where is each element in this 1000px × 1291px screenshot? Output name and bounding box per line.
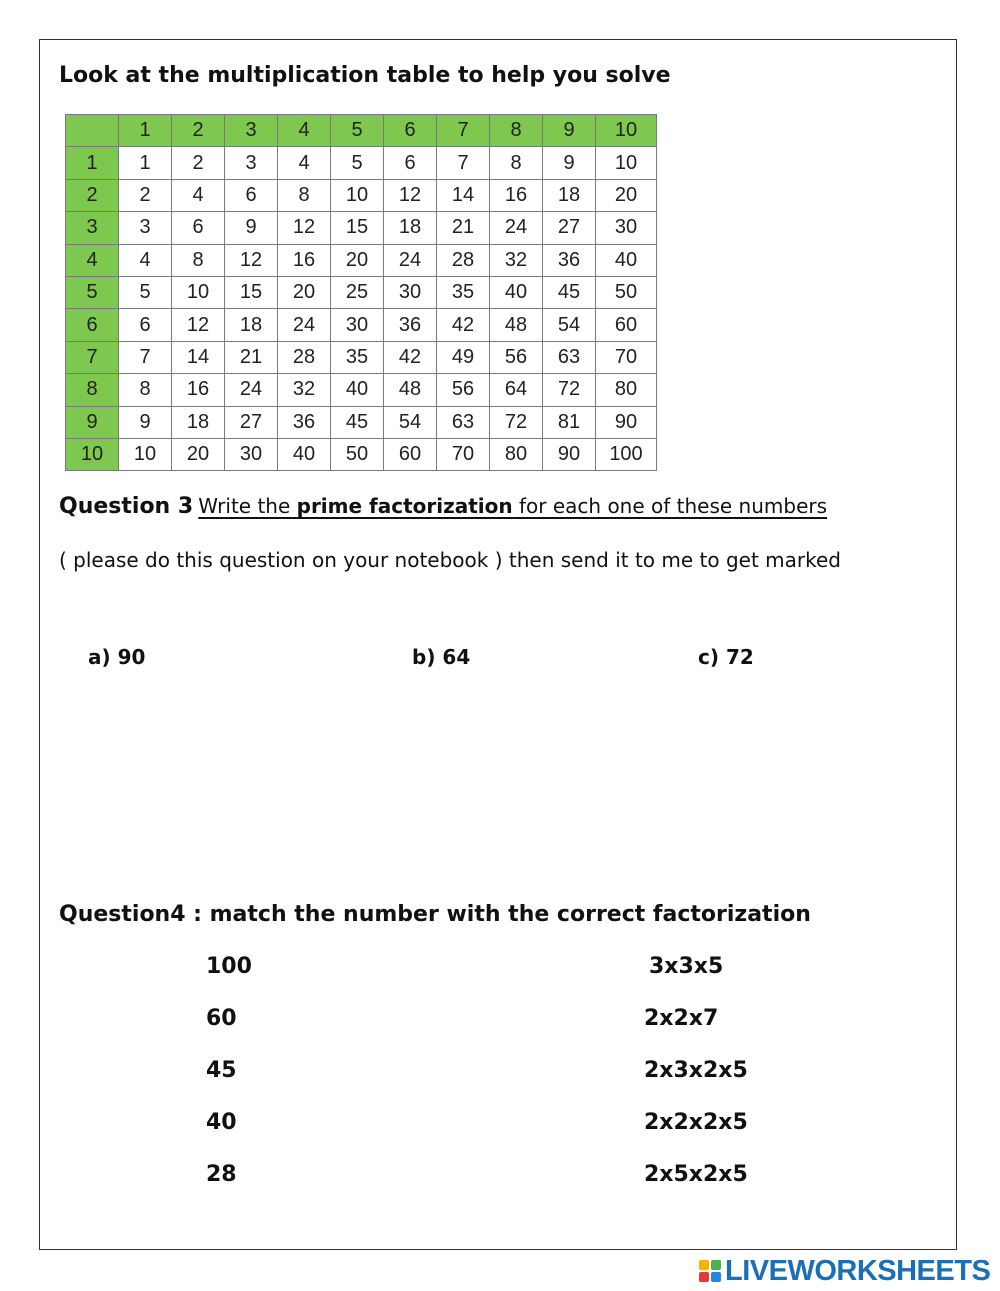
- table-cell: 36: [384, 309, 437, 341]
- table-cell: 56: [437, 374, 490, 406]
- table-cell: 8: [119, 374, 172, 406]
- logo-square-yellow: [699, 1260, 709, 1270]
- table-cell: 15: [225, 276, 278, 308]
- table-cell: 45: [543, 276, 596, 308]
- table-cell: 32: [490, 244, 543, 276]
- table-cell: 54: [384, 406, 437, 438]
- table-cell: 15: [331, 212, 384, 244]
- table-row-header: 2: [66, 179, 119, 211]
- match-number: 40: [206, 1110, 237, 1135]
- table-cell: 20: [596, 179, 657, 211]
- table-cell: 60: [384, 438, 437, 470]
- table-cell: 3: [119, 212, 172, 244]
- table-cell: 35: [331, 341, 384, 373]
- table-cell: 70: [596, 341, 657, 373]
- table-cell: 28: [437, 244, 490, 276]
- table-cell: 48: [490, 309, 543, 341]
- match-factorization: 2x2x2x5: [644, 1110, 748, 1135]
- table-cell: 5: [331, 147, 384, 179]
- match-number: 60: [206, 1006, 237, 1031]
- table-cell: 7: [119, 341, 172, 373]
- table-row-header: 5: [66, 276, 119, 308]
- liveworksheets-logo[interactable]: [699, 1254, 991, 1287]
- table-cell: 49: [437, 341, 490, 373]
- table-cell: 48: [384, 374, 437, 406]
- table-cell: 16: [278, 244, 331, 276]
- table-cell: 36: [278, 406, 331, 438]
- table-cell: 6: [225, 179, 278, 211]
- match-factorization: 2x3x2x5: [644, 1058, 748, 1083]
- table-cell: 18: [225, 309, 278, 341]
- table-corner-cell: [66, 115, 119, 147]
- question-4-title: Question4 : match the number with the correct factorization: [59, 902, 811, 927]
- table-cell: 6: [384, 147, 437, 179]
- table-row: [66, 309, 657, 341]
- table-row: [66, 374, 657, 406]
- table-cell: 12: [225, 244, 278, 276]
- part-c: c) 72: [698, 645, 754, 669]
- table-cell: 12: [172, 309, 225, 341]
- table-cell: 21: [225, 341, 278, 373]
- table-cell: 40: [278, 438, 331, 470]
- table-cell: 54: [543, 309, 596, 341]
- table-cell: 10: [172, 276, 225, 308]
- table-cell: 21: [437, 212, 490, 244]
- table-cell: 63: [543, 341, 596, 373]
- table-row-header: 10: [66, 438, 119, 470]
- table-cell: 3: [225, 147, 278, 179]
- table-cell: 30: [225, 438, 278, 470]
- table-cell: 80: [596, 374, 657, 406]
- table-cell: 16: [172, 374, 225, 406]
- table-cell: 60: [596, 309, 657, 341]
- table-cell: 63: [437, 406, 490, 438]
- table-cell: 35: [437, 276, 490, 308]
- table-cell: 40: [490, 276, 543, 308]
- table-cell: 10: [331, 179, 384, 211]
- table-cell: 42: [384, 341, 437, 373]
- table-cell: 14: [437, 179, 490, 211]
- table-cell: 14: [172, 341, 225, 373]
- table-cell: 8: [490, 147, 543, 179]
- logo-square-blue: [711, 1272, 721, 1282]
- table-cell: 40: [596, 244, 657, 276]
- table-cell: 9: [543, 147, 596, 179]
- worksheet-heading: Look at the multiplication table to help you solve: [59, 63, 671, 88]
- table-cell: 30: [331, 309, 384, 341]
- table-cell: 9: [225, 212, 278, 244]
- table-cell: 72: [490, 406, 543, 438]
- table-row: [66, 276, 657, 308]
- table-row: [66, 244, 657, 276]
- logo-squares-icon: [699, 1260, 721, 1282]
- table-cell: 10: [596, 147, 657, 179]
- table-cell: 2: [119, 179, 172, 211]
- table-cell: 8: [278, 179, 331, 211]
- table-cell: 30: [596, 212, 657, 244]
- match-number: 45: [206, 1058, 237, 1083]
- table-cell: 20: [278, 276, 331, 308]
- table-cell: 4: [278, 147, 331, 179]
- table-cell: 6: [172, 212, 225, 244]
- table-cell: 50: [331, 438, 384, 470]
- table-cell: 42: [437, 309, 490, 341]
- part-b: b) 64: [412, 645, 471, 669]
- table-row-header: 4: [66, 244, 119, 276]
- table-row: [66, 438, 657, 470]
- table-column-header: 5: [331, 115, 384, 147]
- table-cell: 8: [172, 244, 225, 276]
- table-column-header: 9: [543, 115, 596, 147]
- table-cell: 24: [225, 374, 278, 406]
- table-column-header: 4: [278, 115, 331, 147]
- table-cell: 20: [172, 438, 225, 470]
- table-column-header: 7: [437, 115, 490, 147]
- match-factorization: 2x5x2x5: [644, 1162, 748, 1187]
- table-cell: 4: [172, 179, 225, 211]
- match-factorization: 2x2x7: [644, 1006, 719, 1031]
- table-cell: 20: [331, 244, 384, 276]
- table-cell: 25: [331, 276, 384, 308]
- table-cell: 9: [119, 406, 172, 438]
- match-number: 100: [206, 954, 252, 979]
- table-cell: 90: [596, 406, 657, 438]
- table-row-header: 3: [66, 212, 119, 244]
- table-cell: 18: [543, 179, 596, 211]
- table-cell: 27: [225, 406, 278, 438]
- table-cell: 16: [490, 179, 543, 211]
- question-3-note: ( please do this question on your notebook ) then send it to me to get marked: [59, 548, 841, 572]
- table-cell: 100: [596, 438, 657, 470]
- question-3: [59, 494, 827, 519]
- table-cell: 36: [543, 244, 596, 276]
- table-cell: 40: [331, 374, 384, 406]
- multiplication-table: [65, 114, 657, 471]
- table-row-header: 1: [66, 147, 119, 179]
- table-column-header: 6: [384, 115, 437, 147]
- table-cell: 24: [490, 212, 543, 244]
- table-cell: 30: [384, 276, 437, 308]
- table-cell: 56: [490, 341, 543, 373]
- table-cell: 72: [543, 374, 596, 406]
- table-cell: 24: [384, 244, 437, 276]
- table-cell: 5: [119, 276, 172, 308]
- table-cell: 10: [119, 438, 172, 470]
- table-cell: 50: [596, 276, 657, 308]
- table-cell: 7: [437, 147, 490, 179]
- table-cell: 81: [543, 406, 596, 438]
- question-3-label: Question 3: [59, 494, 194, 519]
- table-cell: 24: [278, 309, 331, 341]
- logo-square-red: [699, 1272, 709, 1282]
- table-cell: 1: [119, 147, 172, 179]
- table-cell: 18: [384, 212, 437, 244]
- table-column-header: 10: [596, 115, 657, 147]
- table-cell: 28: [278, 341, 331, 373]
- table-row: [66, 147, 657, 179]
- table-cell: 18: [172, 406, 225, 438]
- table-column-header: 3: [225, 115, 278, 147]
- table-row-header: 6: [66, 309, 119, 341]
- table-column-header: 8: [490, 115, 543, 147]
- match-number: 28: [206, 1162, 237, 1187]
- table-cell: 12: [384, 179, 437, 211]
- table-row: [66, 212, 657, 244]
- logo-text: LIVEWORKSHEETS: [725, 1254, 991, 1287]
- table-row: [66, 179, 657, 211]
- match-factorization: 3x3x5: [649, 954, 724, 979]
- table-cell: 4: [119, 244, 172, 276]
- question-3-instruction: Write the prime factorization for each one of these numbers: [198, 494, 828, 518]
- table-row-header: 7: [66, 341, 119, 373]
- table-row-header: 9: [66, 406, 119, 438]
- table-cell: 45: [331, 406, 384, 438]
- table-cell: 27: [543, 212, 596, 244]
- table-row-header: 8: [66, 374, 119, 406]
- part-a: a) 90: [88, 645, 146, 669]
- table-cell: 64: [490, 374, 543, 406]
- table-cell: 12: [278, 212, 331, 244]
- table-cell: 80: [490, 438, 543, 470]
- logo-square-green: [711, 1260, 721, 1270]
- table-header-row: [66, 115, 657, 147]
- table-cell: 2: [172, 147, 225, 179]
- table-column-header: 2: [172, 115, 225, 147]
- table-cell: 70: [437, 438, 490, 470]
- table-cell: 90: [543, 438, 596, 470]
- table-column-header: 1: [119, 115, 172, 147]
- table-row: [66, 341, 657, 373]
- table-cell: 32: [278, 374, 331, 406]
- table-row: [66, 406, 657, 438]
- table-cell: 6: [119, 309, 172, 341]
